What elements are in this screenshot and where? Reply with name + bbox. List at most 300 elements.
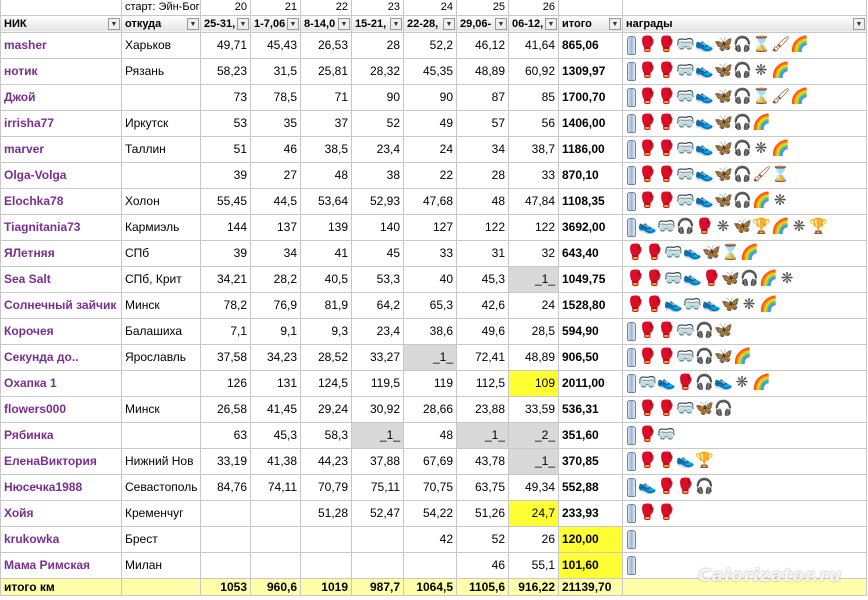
total-cell[interactable]: 120,00	[559, 526, 623, 552]
week-value-cell[interactable]: 34	[457, 136, 509, 162]
butterfly-icon: 🦋	[733, 218, 752, 235]
week-value-cell[interactable]: 56	[509, 110, 559, 136]
week-value-cell[interactable]: 139	[301, 214, 352, 240]
week-value-cell[interactable]: _1_	[509, 266, 559, 292]
week-value-cell[interactable]: 51,28	[301, 500, 352, 526]
week-value-cell[interactable]: 37,88	[352, 448, 404, 474]
week-value-cell[interactable]: 75,11	[352, 474, 404, 500]
week-value-cell[interactable]: 137	[251, 214, 301, 240]
week-value-cell[interactable]: 33	[404, 240, 457, 266]
participant-city[interactable]	[122, 84, 201, 110]
week-value-cell[interactable]: 49	[404, 110, 457, 136]
filter-dropdown-button[interactable]: ▼	[108, 18, 120, 30]
week-value-cell[interactable]: 39	[201, 162, 251, 188]
boxing-icon: 🥊	[657, 322, 676, 339]
week-value-cell[interactable]: _1_	[457, 422, 509, 448]
participant-city[interactable]: Милан	[122, 552, 201, 578]
week-value-cell[interactable]	[251, 526, 301, 552]
table-row	[1, 84, 867, 110]
awards-cell[interactable]	[623, 266, 867, 292]
total-cell[interactable]: 1108,35	[559, 188, 623, 214]
week-value-cell[interactable]: 30,92	[352, 396, 404, 422]
week-value-cell[interactable]	[352, 552, 404, 578]
week-value-cell[interactable]: 53,3	[352, 266, 404, 292]
participant-nick[interactable]: Elochka78	[1, 188, 122, 214]
week-value-cell[interactable]: 40,5	[301, 266, 352, 292]
goggles-icon: 🥽	[683, 296, 702, 313]
fan-icon: ❋	[716, 218, 730, 235]
week-value-cell[interactable]: 23,88	[457, 396, 509, 422]
filter-dropdown-button[interactable]: ▼	[338, 18, 350, 30]
week-value-cell[interactable]: 28	[457, 162, 509, 188]
participant-city[interactable]: Кременчуг	[122, 500, 201, 526]
week-value-cell[interactable]	[301, 526, 352, 552]
boxing-icon: 🥊	[657, 192, 676, 209]
week-value-cell[interactable]: 26,53	[301, 32, 352, 58]
week-value-cell[interactable]: 34	[251, 240, 301, 266]
participant-nick[interactable]: Корочея	[1, 318, 122, 344]
week-number: 21	[251, 0, 301, 15]
total-cell[interactable]: 594,90	[559, 318, 623, 344]
week-value-cell[interactable]: 131	[251, 370, 301, 396]
week-value-cell[interactable]: 45,43	[251, 32, 301, 58]
week-value-cell[interactable]: 119,5	[352, 370, 404, 396]
week-value-cell[interactable]: 7,1	[201, 318, 251, 344]
week-value-cell[interactable]: 45	[352, 240, 404, 266]
participant-nick[interactable]: нотик	[1, 58, 122, 84]
week-total-cell[interactable]: 1105,6	[457, 578, 509, 595]
participant-city[interactable]: Минск	[122, 292, 201, 318]
week-value-cell[interactable]: 41	[301, 240, 352, 266]
week-value-cell[interactable]: 22	[404, 162, 457, 188]
total-cell[interactable]: 1049,75	[559, 266, 623, 292]
butterfly-icon: 🦋	[714, 114, 733, 131]
week-value-cell[interactable]: 40	[404, 266, 457, 292]
butterfly-icon: 🦋	[714, 322, 733, 339]
column-header	[1, 15, 122, 32]
week-value-cell[interactable]	[301, 552, 352, 578]
awards-cell[interactable]	[623, 370, 867, 396]
total-cell[interactable]: 1700,70	[559, 84, 623, 110]
week-value-cell[interactable]: 52,93	[352, 188, 404, 214]
week-value-cell[interactable]: 119	[404, 370, 457, 396]
week-value-cell[interactable]: 52,47	[352, 500, 404, 526]
week-value-cell[interactable]: 28,66	[404, 396, 457, 422]
week-value-cell[interactable]	[251, 500, 301, 526]
week-value-cell[interactable]: 41,38	[251, 448, 301, 474]
week-value-cell[interactable]: 45,35	[404, 58, 457, 84]
headphones-icon: 🎧	[695, 322, 714, 339]
week-value-cell[interactable]: 42	[404, 526, 457, 552]
week-value-cell[interactable]: 33,59	[509, 396, 559, 422]
week-value-cell[interactable]	[251, 552, 301, 578]
participant-nick[interactable]: Джой	[1, 84, 122, 110]
table-row	[1, 214, 867, 240]
participant-city[interactable]: Ярославль	[122, 344, 201, 370]
week-value-cell[interactable]: 23,4	[352, 136, 404, 162]
headphones-icon: 🎧	[676, 218, 695, 235]
week-value-cell[interactable]: 53,64	[301, 188, 352, 214]
participant-nick[interactable]: flowers000	[1, 396, 122, 422]
week-value-cell[interactable]: 37	[301, 110, 352, 136]
participant-city[interactable]: Брест	[122, 526, 201, 552]
week-value-cell[interactable]: 41,45	[251, 396, 301, 422]
week-value-cell[interactable]: 71	[301, 84, 352, 110]
awards-cell[interactable]	[623, 58, 867, 84]
week-value-cell[interactable]: 43,78	[457, 448, 509, 474]
week-value-cell[interactable]: 47,84	[509, 188, 559, 214]
week-value-cell[interactable]: 44,23	[301, 448, 352, 474]
week-total-cell[interactable]: 1053	[201, 578, 251, 595]
participant-city[interactable]: Таллин	[122, 136, 201, 162]
participant-city[interactable]: Иркутск	[122, 110, 201, 136]
week-value-cell[interactable]: 28	[352, 32, 404, 58]
week-value-cell[interactable]: 49,6	[457, 318, 509, 344]
week-value-cell[interactable]: 87	[457, 84, 509, 110]
hourglass-icon: ⌛	[721, 244, 740, 261]
participant-nick[interactable]: ЕленаВиктория	[1, 448, 122, 474]
filter-dropdown-button[interactable]: ▼	[609, 18, 621, 30]
week-value-cell[interactable]: 48	[404, 422, 457, 448]
week-value-cell[interactable]: 42,6	[457, 292, 509, 318]
week-value-cell[interactable]: 31,5	[251, 58, 301, 84]
filter-dropdown-button[interactable]: ▼	[390, 18, 402, 30]
participant-city[interactable]: Харьков	[122, 32, 201, 58]
week-value-cell[interactable]: 47,68	[404, 188, 457, 214]
week-value-cell[interactable]: 122	[457, 214, 509, 240]
week-value-cell[interactable]: 78,5	[251, 84, 301, 110]
week-value-cell[interactable]: 34,23	[251, 344, 301, 370]
week-value-cell[interactable]: 58,3	[301, 422, 352, 448]
week-value-cell[interactable]: 45,3	[251, 422, 301, 448]
week-value-cell[interactable]: 60,92	[509, 58, 559, 84]
participant-city[interactable]: Балашиха	[122, 318, 201, 344]
sneaker-icon: 👟	[695, 88, 714, 105]
week-value-cell[interactable]: 24,7	[509, 500, 559, 526]
awards-cell[interactable]	[623, 344, 867, 370]
participant-nick[interactable]: Хойя	[1, 500, 122, 526]
sneaker-icon: 👟	[657, 374, 676, 391]
week-value-cell[interactable]: 48	[301, 162, 352, 188]
rainbow-icon: 🌈	[759, 296, 778, 313]
week-value-cell[interactable]: 29,24	[301, 396, 352, 422]
awards-cell[interactable]	[623, 110, 867, 136]
week-value-cell[interactable]: 48,89	[509, 344, 559, 370]
week-value-cell[interactable]: 34,21	[201, 266, 251, 292]
week-value-cell[interactable]: 27	[251, 162, 301, 188]
participant-nick[interactable]: masher	[1, 32, 122, 58]
awards-cell[interactable]	[623, 500, 867, 526]
bottle-icon	[626, 477, 637, 497]
awards-cell[interactable]	[623, 188, 867, 214]
total-cell[interactable]: 870,10	[559, 162, 623, 188]
awards-cell[interactable]	[623, 318, 867, 344]
awards-cell[interactable]	[623, 448, 867, 474]
week-value-cell[interactable]: 38,5	[301, 136, 352, 162]
week-value-cell[interactable]	[352, 526, 404, 552]
week-value-cell[interactable]: 25,81	[301, 58, 352, 84]
total-cell[interactable]: 2011,00	[559, 370, 623, 396]
week-value-cell[interactable]: 55,1	[509, 552, 559, 578]
participant-nick[interactable]: Мама Римская	[1, 552, 122, 578]
week-value-cell[interactable]: 48	[457, 188, 509, 214]
participant-nick[interactable]: Солнечный зайчик	[1, 292, 122, 318]
week-value-cell[interactable]: _1_	[509, 448, 559, 474]
week-value-cell[interactable]: 51,26	[457, 500, 509, 526]
bottle-icon	[626, 139, 637, 159]
awards-cell[interactable]	[623, 136, 867, 162]
week-value-cell[interactable]: 51	[201, 136, 251, 162]
boxing-icon: 🥊	[657, 62, 676, 79]
boxing-icon: 🥊	[657, 504, 676, 521]
week-value-cell[interactable]: 55,45	[201, 188, 251, 214]
total-cell[interactable]: 370,85	[559, 448, 623, 474]
participant-city[interactable]: Кармиэль	[122, 214, 201, 240]
week-value-cell[interactable]: 9,3	[301, 318, 352, 344]
week-value-cell[interactable]: 112,5	[457, 370, 509, 396]
participant-nick[interactable]: irrisha77	[1, 110, 122, 136]
week-value-cell[interactable]: 52	[457, 526, 509, 552]
week-value-cell[interactable]: 39	[201, 240, 251, 266]
week-value-cell[interactable]	[404, 552, 457, 578]
week-value-cell[interactable]: 45,3	[457, 266, 509, 292]
week-value-cell[interactable]: 38,7	[509, 136, 559, 162]
total-cell[interactable]: 906,50	[559, 344, 623, 370]
week-value-cell[interactable]: 124,5	[301, 370, 352, 396]
week-value-cell[interactable]: 72,41	[457, 344, 509, 370]
week-value-cell[interactable]: 38,6	[404, 318, 457, 344]
week-value-cell[interactable]: 144	[201, 214, 251, 240]
participant-city[interactable]	[122, 422, 201, 448]
week-value-cell[interactable]: 46	[251, 136, 301, 162]
goggles-icon: 🥽	[657, 426, 676, 443]
week-value-cell[interactable]: 26,58	[201, 396, 251, 422]
week-value-cell[interactable]: 57	[457, 110, 509, 136]
filter-dropdown-button[interactable]: ▼	[443, 18, 455, 30]
participant-city[interactable]	[122, 162, 201, 188]
week-value-cell[interactable]: 46	[457, 552, 509, 578]
week-value-cell[interactable]: 44,5	[251, 188, 301, 214]
participant-city[interactable]: Рязань	[122, 58, 201, 84]
week-value-cell[interactable]: _1_	[404, 344, 457, 370]
boxing-icon: 🥊	[657, 348, 676, 365]
participant-nick[interactable]: Секунда до..	[1, 344, 122, 370]
week-number: 25	[457, 0, 509, 15]
participant-city[interactable]: Минск	[122, 396, 201, 422]
total-cell[interactable]: 1406,00	[559, 110, 623, 136]
week-value-cell[interactable]: 140	[352, 214, 404, 240]
participant-nick[interactable]: Sea Salt	[1, 266, 122, 292]
butterfly-icon: 🦋	[721, 270, 740, 287]
week-value-cell[interactable]: 49,71	[201, 32, 251, 58]
total-cell[interactable]: 643,40	[559, 240, 623, 266]
total-cell[interactable]: 536,31	[559, 396, 623, 422]
total-cell[interactable]: 1309,97	[559, 58, 623, 84]
column-header-label: 29,06-	[460, 17, 492, 30]
participant-city[interactable]	[122, 370, 201, 396]
sneaker-icon: 👟	[683, 244, 702, 261]
participant-city[interactable]: СПб, Крит	[122, 266, 201, 292]
bottle-icon	[626, 451, 637, 471]
week-total-cell[interactable]: 960,6	[251, 578, 301, 595]
week-value-cell[interactable]: 33	[509, 162, 559, 188]
week-value-cell[interactable]: 28,52	[301, 344, 352, 370]
butterfly-icon: 🦋	[721, 296, 740, 313]
week-value-cell[interactable]: 70,75	[404, 474, 457, 500]
week-value-cell[interactable]: 46,12	[457, 32, 509, 58]
headphones-icon: 🎧	[733, 36, 752, 53]
week-value-cell[interactable]: 109	[509, 370, 559, 396]
total-cell[interactable]: 233,93	[559, 500, 623, 526]
butterfly-icon: 🦋	[695, 400, 714, 417]
week-total-cell[interactable]: 1064,5	[404, 578, 457, 595]
awards-cell[interactable]	[623, 162, 867, 188]
week-value-cell[interactable]: 28,32	[352, 58, 404, 84]
week-value-cell[interactable]: 63,75	[457, 474, 509, 500]
total-cell[interactable]: 1528,80	[559, 292, 623, 318]
week-value-cell[interactable]: 53	[201, 110, 251, 136]
week-value-cell[interactable]: 63	[201, 422, 251, 448]
table-row	[1, 344, 867, 370]
start-label: старт: Эйн-Бог	[122, 0, 201, 15]
week-value-cell[interactable]: 64,2	[352, 292, 404, 318]
total-cell[interactable]: 351,60	[559, 422, 623, 448]
boxing-icon: 🥊	[657, 114, 676, 131]
table-row	[1, 188, 867, 214]
week-value-cell[interactable]: 41,64	[509, 32, 559, 58]
week-value-cell[interactable]: 28,2	[251, 266, 301, 292]
trophy-icon: 🏆	[752, 218, 771, 235]
week-value-cell[interactable]: 90	[352, 84, 404, 110]
week-value-cell[interactable]: 81,9	[301, 292, 352, 318]
watermark: Calorizator.ru	[698, 566, 842, 586]
boxing-icon: 🥊	[676, 374, 695, 391]
awards-cell[interactable]	[623, 84, 867, 110]
participant-nick[interactable]: Рябинка	[1, 422, 122, 448]
awards-cell[interactable]	[623, 474, 867, 500]
butterfly-icon: 🦋	[714, 348, 733, 365]
week-value-cell[interactable]: 35	[251, 110, 301, 136]
rainbow-icon: 🌈	[790, 88, 809, 105]
week-total-cell[interactable]: 987,7	[352, 578, 404, 595]
participant-city[interactable]: СПб	[122, 240, 201, 266]
week-value-cell[interactable]: 76,9	[251, 292, 301, 318]
table-row	[1, 136, 867, 162]
participant-nick[interactable]: Охапка 1	[1, 370, 122, 396]
week-total-cell[interactable]: 1019	[301, 578, 352, 595]
week-value-cell[interactable]: 52,2	[404, 32, 457, 58]
participant-city[interactable]: Нижний Нов	[122, 448, 201, 474]
headphones-icon: 🎧	[740, 270, 759, 287]
week-value-cell[interactable]	[201, 500, 251, 526]
participant-nick[interactable]: marver	[1, 136, 122, 162]
week-value-cell[interactable]: 52	[352, 110, 404, 136]
week-value-cell[interactable]: 9,1	[251, 318, 301, 344]
week-value-cell[interactable]: 127	[404, 214, 457, 240]
filter-dropdown-button[interactable]: ▼	[545, 18, 557, 30]
participant-nick[interactable]: Tiagnitania73	[1, 214, 122, 240]
week-value-cell[interactable]: 48,89	[457, 58, 509, 84]
week-value-cell[interactable]: 65,3	[404, 292, 457, 318]
table-row	[1, 474, 867, 500]
week-value-cell[interactable]: 33,19	[201, 448, 251, 474]
week-value-cell[interactable]: 126	[201, 370, 251, 396]
awards-cell[interactable]	[623, 396, 867, 422]
participant-city[interactable]: Холон	[122, 188, 201, 214]
week-value-cell[interactable]: 32	[509, 240, 559, 266]
week-value-cell[interactable]: 31	[457, 240, 509, 266]
awards-cell[interactable]	[623, 32, 867, 58]
filter-dropdown-button[interactable]: ▼	[237, 18, 249, 30]
week-value-cell[interactable]: 26	[509, 526, 559, 552]
total-cell[interactable]: 3692,00	[559, 214, 623, 240]
week-value-cell[interactable]: 49,34	[509, 474, 559, 500]
week-value-cell[interactable]: 37,58	[201, 344, 251, 370]
grand-total-cell[interactable]: 21139,70	[559, 578, 623, 595]
week-value-cell[interactable]: 38	[352, 162, 404, 188]
participant-nick[interactable]: Olga-Volga	[1, 162, 122, 188]
week-value-cell[interactable]: 85	[509, 84, 559, 110]
total-cell[interactable]: 865,06	[559, 32, 623, 58]
bottle-icon	[626, 35, 637, 55]
bottle-icon	[626, 529, 637, 549]
participant-city[interactable]: Севастополь	[122, 474, 201, 500]
week-value-cell[interactable]	[201, 552, 251, 578]
week-value-cell[interactable]: 122	[509, 214, 559, 240]
week-value-cell[interactable]: 74,11	[251, 474, 301, 500]
participant-nick[interactable]: krukowka	[1, 526, 122, 552]
participant-nick[interactable]: ЯЛетняя	[1, 240, 122, 266]
filter-dropdown-button[interactable]: ▼	[287, 18, 299, 30]
boxing-icon: 🥊	[626, 244, 645, 261]
fan-icon: ❋	[754, 62, 768, 79]
total-cell[interactable]: 1186,00	[559, 136, 623, 162]
week-value-cell[interactable]: 58,23	[201, 58, 251, 84]
filter-dropdown-button[interactable]: ▼	[495, 18, 507, 30]
week-value-cell[interactable]: 78,2	[201, 292, 251, 318]
awards-cell[interactable]	[623, 240, 867, 266]
filter-dropdown-button[interactable]: ▼	[187, 18, 199, 30]
week-value-cell[interactable]: 70,79	[301, 474, 352, 500]
week-value-cell[interactable]: 67,69	[404, 448, 457, 474]
header-row-columns	[1, 15, 867, 32]
awards-cell[interactable]	[623, 422, 867, 448]
week-value-cell[interactable]: 54,22	[404, 500, 457, 526]
week-value-cell[interactable]: _1_	[352, 422, 404, 448]
week-value-cell[interactable]: 73	[201, 84, 251, 110]
week-total-cell[interactable]: 916,22	[509, 578, 559, 595]
week-value-cell[interactable]: 28,5	[509, 318, 559, 344]
week-value-cell[interactable]: 90	[404, 84, 457, 110]
hourglass-icon: ⌛	[752, 88, 771, 105]
week-value-cell[interactable]: 33,27	[352, 344, 404, 370]
awards-cell[interactable]	[623, 292, 867, 318]
participant-nick[interactable]: Нюсечка1988	[1, 474, 122, 500]
bottle-icon	[626, 373, 637, 393]
filter-dropdown-button[interactable]: ▼	[853, 18, 865, 30]
week-value-cell[interactable]: 24	[404, 136, 457, 162]
week-value-cell[interactable]: 84,76	[201, 474, 251, 500]
week-value-cell[interactable]: 23,4	[352, 318, 404, 344]
boxing-icon: 🥊	[657, 88, 676, 105]
total-cell[interactable]: 101,60	[559, 552, 623, 578]
week-value-cell[interactable]: 24	[509, 292, 559, 318]
week-value-cell[interactable]	[201, 526, 251, 552]
week-value-cell[interactable]: _2_	[509, 422, 559, 448]
total-cell[interactable]: 552,88	[559, 474, 623, 500]
awards-cell[interactable]	[623, 214, 867, 240]
awards-cell[interactable]	[623, 526, 867, 552]
